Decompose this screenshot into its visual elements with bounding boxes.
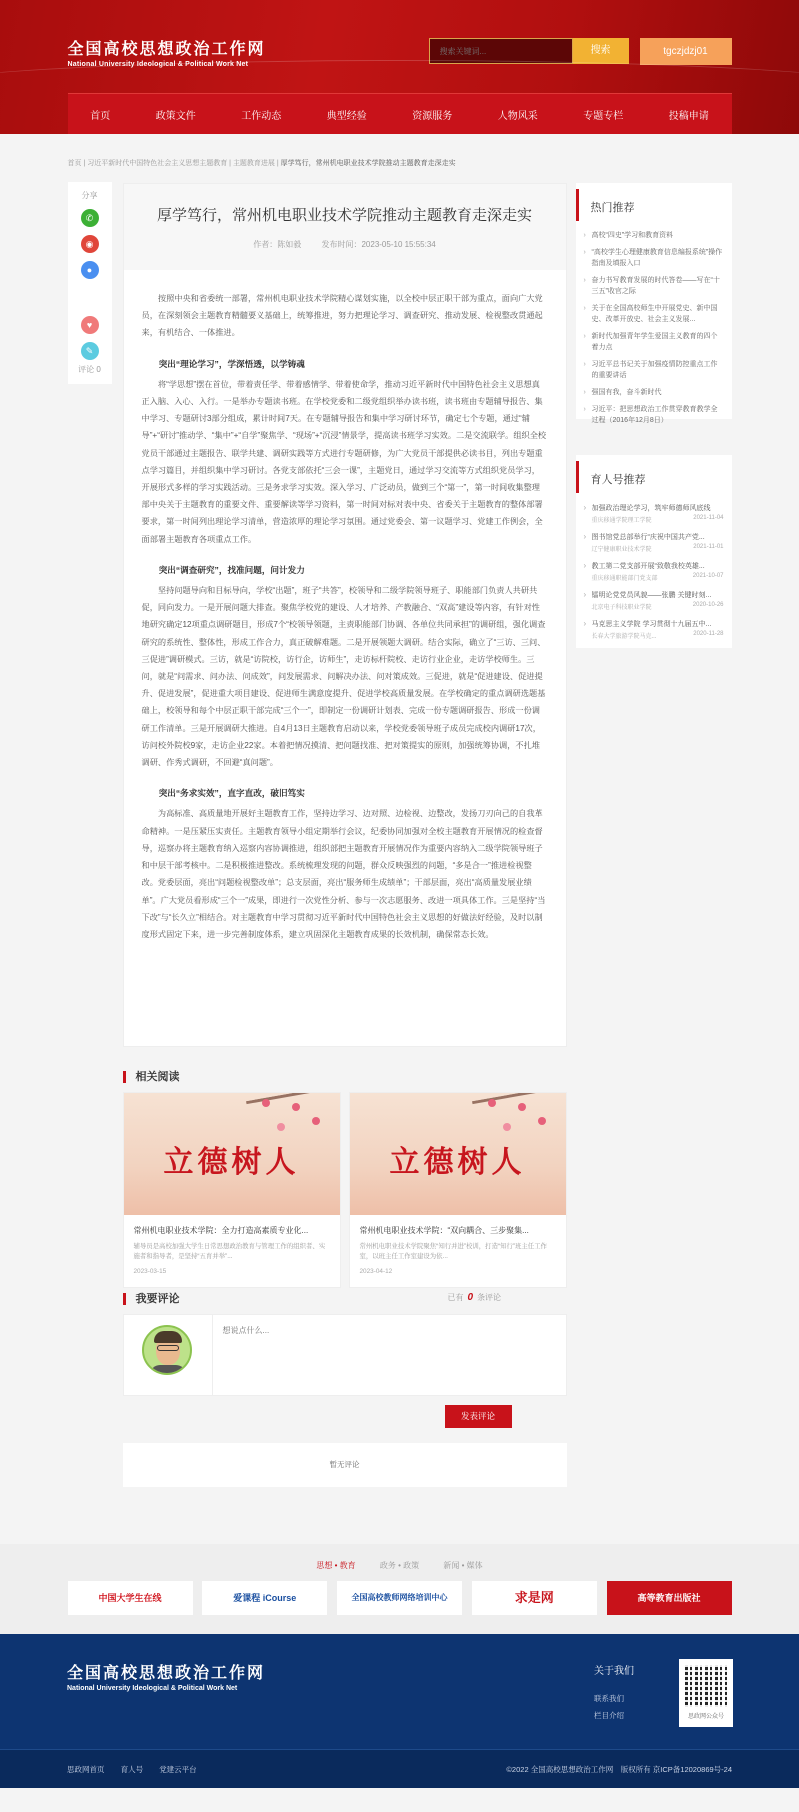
comment-icon[interactable]: ✎ [81,342,99,360]
about-title: 关于我们 [594,1666,634,1677]
card-image-calligraphy: 立德树人 [389,1145,526,1180]
card-image-calligraphy: 立德树人 [163,1145,300,1180]
article-header [124,184,566,270]
nav-home[interactable]: 首页 [90,110,111,122]
article-heading-3: 突出“务求实效”，直字直改，破旧笃实 [158,788,305,799]
copyright: ©2022 全国高校思想政治工作网 版权所有 京ICP备12020869号-24 [506,1765,732,1774]
edu-item-title[interactable]: › 教工第二党支部开展“致敬我校英雄... [591,563,705,570]
edu-recommend-title: 育人号推荐 [576,461,732,493]
hot-recommend-title: 热门推荐 [576,189,732,221]
comment-box [123,1314,567,1396]
partner-tabs [0,1560,799,1571]
avatar [142,1325,192,1375]
hot-item[interactable]: › 新时代加强青年学生爱国主义教育的四个着力点 [584,328,724,356]
article-paragraph-2: 坚持问题导向和目标导向，学校“出题”，班子“共答”，校领导和二级学院领导班子、职能部门负责人共研共促，同向发力。一是开展问题大排查。聚焦学校党的建设、人才培养、产教融合、“双高”建设等内容，有针对性地研究确定12项重点调研题目，形成7个“校领导领题，主责职能部门协调、各单位共同承担”的调研组，强化调查研究的系统性、整体性，形成工作合力，真正破解难题。二是开展领题大调研。结合实际，确立了“三访、三问、三促进”调研模式。三访，就是“访院校，访行企，访师生”，走访标杆院校、走访行业企业，走访学校师生。三问，就是“问需求、问办法、问成效”，问发展需求、问解决办法、问对策成效。三促进，就是“促进建设、促进提升、促进发展”，促进重大项目建设、促进师生满意度提升、促进学校高质量发展。在学校确定的重点调研选题基础上，校领导和每个中层正职干部完成“三个一”，即制定一份调研计划表、完成一份专题调研报告、形成一份调研工作清单。三是开展调研大推进。自4月13日主题教育启动以来，学校党委领导班子成员完成校内调研17次，访问校外院校9家，走访企业22家。本着把情况摸清、把问题找准、把对策提实的原则，加强统筹协调，不扎堆调研、作秀式调研，不回避“真问题”。 [141,586,546,768]
hot-item[interactable]: › 奋力书写教育发展的时代答卷——写在“十三五”收官之际 [584,272,724,300]
edu-item-source: 重庆移通学院理工学院 [591,518,652,524]
related-card-desc: 辅导员是高校加强大学生日常思想政治教育与管理工作的组织者、实施者和指导者，是坚持“五育并举”... [133,1243,326,1260]
article-meta [124,239,566,250]
nav-resources[interactable]: 资源服务 [412,110,453,122]
site-name-en: National University Ideological & Political Work Net [67,61,249,68]
breadcrumb-home[interactable]: 首页 [67,160,82,167]
share-label: 分享 [81,191,98,200]
related-card-desc: 常州机电职业技术学院聚焦“知行并进”校训，打造“知行”班主任工作室，以班主任工作室建设为依... [359,1243,547,1260]
article-intro: 按照中央和省委统一部署，常州机电职业技术学院精心谋划实施，以全校中层正职干部为重点，面向广大党员，在深刻领会主题教育精髓要义基础上，统筹推进，努力把理论学习、调查研究、推动发展、检视整改贯通起来，有机结合、一体推进。 [141,294,543,338]
related-card-image[interactable] [124,1093,340,1215]
related-section-title: 相关阅读 [123,1071,180,1083]
nav-news[interactable]: 工作动态 [241,110,282,122]
site-header [0,0,799,134]
qq-icon[interactable]: ● [81,261,99,279]
edu-item-title[interactable]: › 图书馆党总部举行“庆祝中国共产党... [591,534,705,541]
hot-item[interactable]: › 高校“四史”学习和教育资料 [584,227,724,244]
nav-experience[interactable]: 典型经验 [326,110,367,122]
comment-section-title: 我要评论 [123,1293,180,1305]
column-intro-link[interactable]: 栏目介绍 [594,1711,624,1720]
partner-logo-teacher-training[interactable]: 全国高校教师网络培训中心 [337,1581,462,1615]
edu-item-source: 重庆移通职能部门党支部 [591,576,658,582]
edu-item-date: 2020-10-26 [692,602,724,608]
article-heading-2: 突出“调查研究”，找准问题，问计发力 [158,564,305,575]
hot-item[interactable]: › 习近平：把思想政治工作贯穿教育教学全过程（2016年12月8日） [584,401,724,429]
partner-logo-icourse[interactable]: 爱课程 iCourse [202,1581,327,1615]
related-card[interactable] [349,1092,567,1288]
hot-item[interactable]: › “高校学生心理健康教育信息编报系统”操作指南及填报入口 [584,244,724,272]
footer-link-yurenhao[interactable]: 育人号 [120,1765,144,1774]
related-card-date: 2023-04-12 [359,1268,393,1275]
post-comment-button[interactable]: 发表评论 [445,1405,512,1428]
comment-count-number: 0 [467,1292,474,1303]
partner-logo-qstheory[interactable]: 求是网 [472,1581,597,1615]
nav-submit[interactable]: 投稿申请 [668,110,709,122]
site-name-cn: 全国高校思想政治工作网 [67,39,266,58]
search-input[interactable] [429,38,573,64]
main-nav [68,93,732,134]
share-rail [68,182,112,312]
tab-news-media[interactable]: 新闻 • 媒体 [443,1561,483,1570]
footer-bottom-bar [0,1749,799,1788]
edu-item-date: 2021-11-01 [693,544,724,550]
search-button[interactable]: 搜索 [573,38,629,64]
weibo-icon[interactable]: ◉ [81,235,99,253]
user-account-button[interactable]: tgczjdzj01 [640,38,732,65]
edu-item-source: 北京电子科技职业学院 [591,605,652,611]
breadcrumb-current: 厚学笃行，常州机电职业技术学院推动主题教育走深走实 [280,160,456,167]
related-card[interactable] [123,1092,341,1288]
related-card-title[interactable]: 常州机电职业技术学院：“双向耦合、三步聚集... [359,1226,529,1235]
about-links [594,1662,634,1727]
edu-item-date: 2020-11-28 [693,631,724,637]
article [123,183,567,1047]
contact-link[interactable]: 联系我们 [594,1694,624,1703]
hot-recommend-panel [576,183,732,424]
related-card-image[interactable] [350,1093,566,1215]
article-body [124,270,566,943]
comment-count-prefix: 已有 [447,1293,464,1302]
breadcrumb-topic[interactable]: 习近平新时代中国特色社会主义思想主题教育 [87,160,228,167]
site-footer [0,1634,799,1788]
comment-count [448,1292,502,1303]
footer-link-party-cloud[interactable]: 党建云平台 [159,1765,197,1774]
article-paragraph-3: 为高标准、高质量地开展好主题教育工作，坚持边学习、边对照、边检视、边整改，发扬刀刃向己的自我革命精神。一是压紧压实责任。主题教育领导小组定期举行会议，纪委协同加强对全校主题教育开展情况的检查督导，巡察办将主题教育纳入巡察内容协调推进，组织部把主题教育开展情况作为重要内容纳入二级学院领导班子和中层干部考核中。二是积极推进整改。系统梳理发现的问题，群众反映强烈的问题，“多是合一”推进检视整改。党委层面，亮出“问题检视整改单”；总支层面，亮出“服务师生成绩单”；干部层面，亮出“高质量发展业绩单”。广大党员看形成“三个一”成果，即进行一次党性分析、参与一次志愿服务、改进一项具体工作。三是坚持“当下改”与“长久立”相结合。对主题教育中学习贯彻习近平新时代中国特色社会主义思想的好做法好经验，及时以制度形式固定下来，进一步完善制度体系，建立巩固深化主题教育成果的长效机制，确保常态长效。 [141,809,546,939]
edu-item[interactable] [584,615,724,644]
edu-item[interactable] [584,557,724,586]
article-author: 作者：陈如毅 [253,240,302,249]
edu-item-date: 2021-10-07 [692,573,724,579]
article-title: 厚学笃行，常州机电职业技术学院推动主题教育走深走实 [156,207,532,224]
breadcrumb-progress[interactable]: 主题教育进展 [232,160,275,167]
nav-policy[interactable]: 政策文件 [155,110,196,122]
partner-links [0,1544,799,1634]
article-paragraph-1: 将“学思想”摆在首位，带着责任学、带着感情学、带着使命学，推动习近平新时代中国特色社会主义思想真正入脑、入心、入行。一是举办专题读书班。在学校党委和二级党组织举办读书班，读书班由专题辅导报告、集中学习、专题研讨3部分组成，累计时间7天。在专题辅导报告和集中学习研讨环节，确定七个专题，通过“辅导”+“研讨”推动学、“集中”+“自学”聚焦学、“现场”+“沉浸”情景学，提高读书班学习实效。二是交流联学。组织全校党员干部通过主题报告、联学共建、调研实践等方式进行专题研修，为广大党员干部提供必读书目，列出专题重点学习篇目，并组织集中学习研讨。各党支部依托“三会一课”，主题党日，通过学习交流等方式组织党员学习，开展形式多样的学习实践活动。三是务求学习实效。深入学习、广泛动员，做到三个“第一”，第一时间收集整理部中央关于主题教育的重要文件、重要解读等学习资料，第一时间对标对表中央、省委关于主题教育的整体部署要求，第一时间列出理论学习清单，营造浓厚的理论学习氛围。通过党委会、第一议题学习、党建工作例会，全面部署主题教育各项重点工作。 [141,379,547,544]
footer-logo[interactable] [67,1660,265,1692]
edu-item[interactable] [584,586,724,615]
tab-government-policy[interactable]: 政务 • 政策 [379,1561,420,1570]
hot-item[interactable]: › 强国有我，奋斗新时代 [584,384,724,401]
comment-count-suffix: 条评论 [477,1293,502,1302]
hot-item[interactable]: › 关于在全国高校师生中开展党史、新中国史、改革开放史、社会主义发展... [584,300,724,328]
qr-code-image [685,1665,727,1707]
edu-item-date: 2021-11-04 [693,515,724,521]
nav-topics[interactable]: 专题专栏 [583,110,624,122]
edu-item-source: 长春大学旅游学院马克... [591,634,657,640]
edu-item-title[interactable]: › 加强政治理论学习，筑牢师德师风底线 [591,505,711,512]
edu-item[interactable] [584,528,724,557]
action-rail [68,304,112,384]
article-heading-1: 突出“理论学习”，学深悟透，以学铸魂 [158,358,305,369]
tab-thought-education[interactable]: 思想 • 教育 [316,1561,356,1570]
qr-caption: 思政网公众号 [687,1714,724,1720]
qr-code [679,1659,733,1727]
no-comments-text: 暂无评论 [123,1443,567,1487]
edu-recommend-panel [576,455,732,648]
nav-people[interactable]: 人物风采 [497,110,538,122]
edu-item-title[interactable]: › 镭明论党党员风貌——张鹏 关键时刻... [591,592,712,599]
comment-count-label: 评论 0 [78,365,101,374]
edu-item-title[interactable]: › 马克思主义学院 学习贯彻十九届五中... [591,621,712,628]
edu-item-source: 辽宁健康职业技术学院 [591,547,652,553]
edu-item[interactable] [584,499,724,528]
wechat-icon[interactable]: ✆ [81,209,99,227]
footer-site-name-cn: 全国高校思想政治工作网 [67,1663,266,1682]
related-card-date: 2023-03-15 [133,1268,167,1275]
footer-link-home[interactable]: 思政网首页 [67,1765,105,1774]
related-list [123,1092,567,1288]
like-icon[interactable]: ♥ [81,316,99,334]
article-date: 发布时间：2023-05-10 15:55:34 [321,240,436,249]
site-logo[interactable] [68,36,266,68]
hot-item[interactable]: › 习近平总书记关于加强疫情防控重点工作的重要讲话 [584,356,724,384]
partner-logo-university-online[interactable]: 中国大学生在线 [68,1581,193,1615]
breadcrumb: 首页 | 习近平新时代中国特色社会主义思想主题教育 | 主题教育进展 | 厚学笃行，常州机电职业技术学院推动主题教育走深走实 [67,160,456,167]
comment-input[interactable] [212,1315,567,1395]
partner-logo-higher-education-press[interactable]: 高等教育出版社 [607,1581,732,1615]
footer-site-name-en: National University Ideological & Political Work Net [67,1685,238,1692]
related-card-title[interactable]: 常州机电职业技术学院：全力打造高素质专业化... [133,1226,309,1235]
